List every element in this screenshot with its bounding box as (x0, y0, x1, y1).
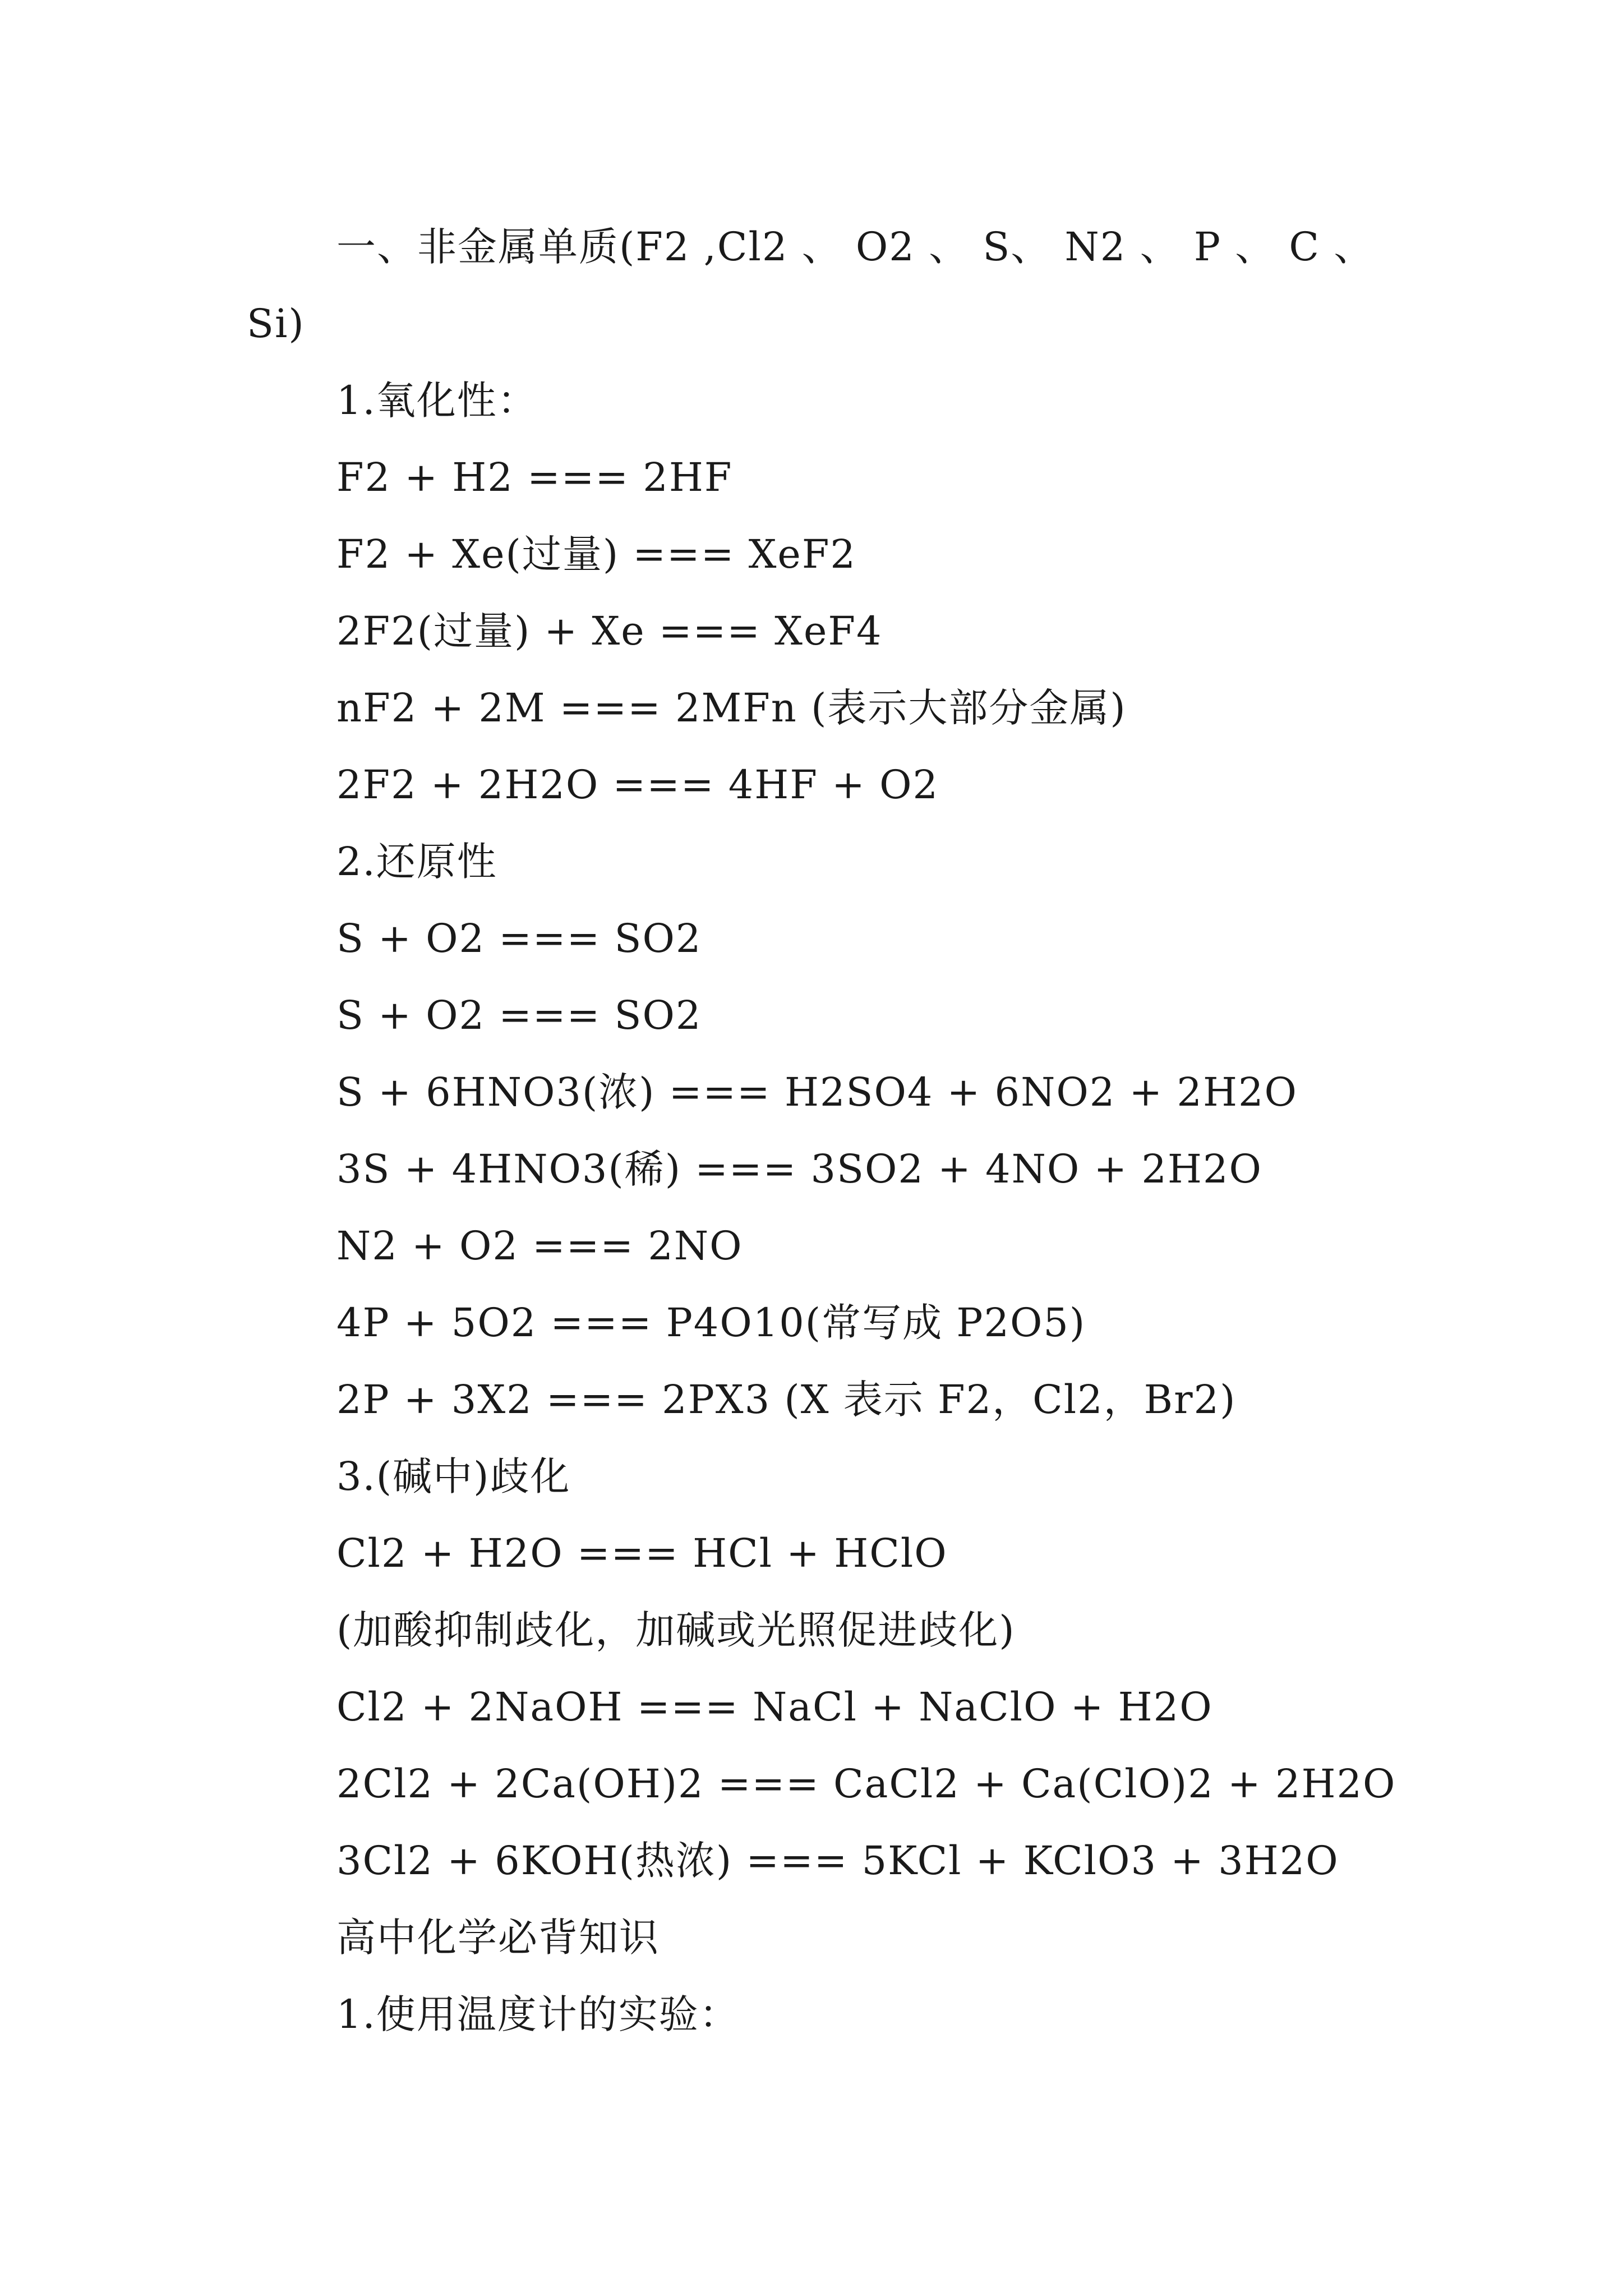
equation-line: Cl2 + 2NaOH === NaCl + NaClO + H2O (336, 1684, 1213, 1730)
section-heading-continuation: Si) (247, 301, 305, 347)
equation-line: 4P + 5O2 === P4O10(常写成 P2O5) (336, 1300, 1086, 1346)
note-line: (加酸抑制歧化，加碱或光照促进歧化) (336, 1607, 1016, 1653)
equation-line: 2Cl2 + 2Ca(OH)2 === CaCl2 + Ca(ClO)2 + 2H2O (336, 1761, 1396, 1807)
equation-line: S + O2 === SO2 (336, 915, 702, 961)
equation-line: 2F2(过量) + Xe === XeF4 (336, 608, 883, 654)
section-heading: 一、非金属单质(F2 ,Cl2 、 O2 、 S、 N2 、 P 、 C 、 (336, 224, 1375, 270)
document-body (247, 209, 1436, 2053)
equation-line: F2 + Xe(过量) === XeF2 (336, 531, 856, 577)
equation-line: nF2 + 2M === 2MFn (表示大部分金属) (336, 685, 1127, 731)
equation-line: 3S + 4HNO3(稀) === 3SO2 + 4NO + 2H2O (336, 1146, 1262, 1192)
section-title: 高中化学必背知识 (336, 1915, 660, 1961)
equation-line: 2P + 3X2 === 2PX3 (X 表示 F2，Cl2，Br2) (336, 1377, 1237, 1423)
equation-line: S + O2 === SO2 (336, 992, 702, 1038)
equation-line: S + 6HNO3(浓) === H2SO4 + 6NO2 + 2H2O (336, 1069, 1298, 1115)
equation-line: 2F2 + 2H2O === 4HF + O2 (336, 762, 939, 808)
subheading-oxidizing: 1.氧化性： (336, 378, 538, 424)
equation-line: F2 + H2 === 2HF (336, 454, 733, 500)
subheading-disproportionation: 3.(碱中)歧化 (336, 1453, 571, 1499)
equation-line: Cl2 + H2O === HCl + HClO (336, 1530, 948, 1576)
equation-line: 3Cl2 + 6KOH(热浓) === 5KCl + KClO3 + 3H2O (336, 1838, 1339, 1884)
equation-line: N2 + O2 === 2NO (336, 1223, 743, 1269)
subheading-thermometer: 1.使用温度计的实验： (336, 1991, 740, 2037)
subheading-reducing: 2.还原性 (336, 839, 497, 885)
